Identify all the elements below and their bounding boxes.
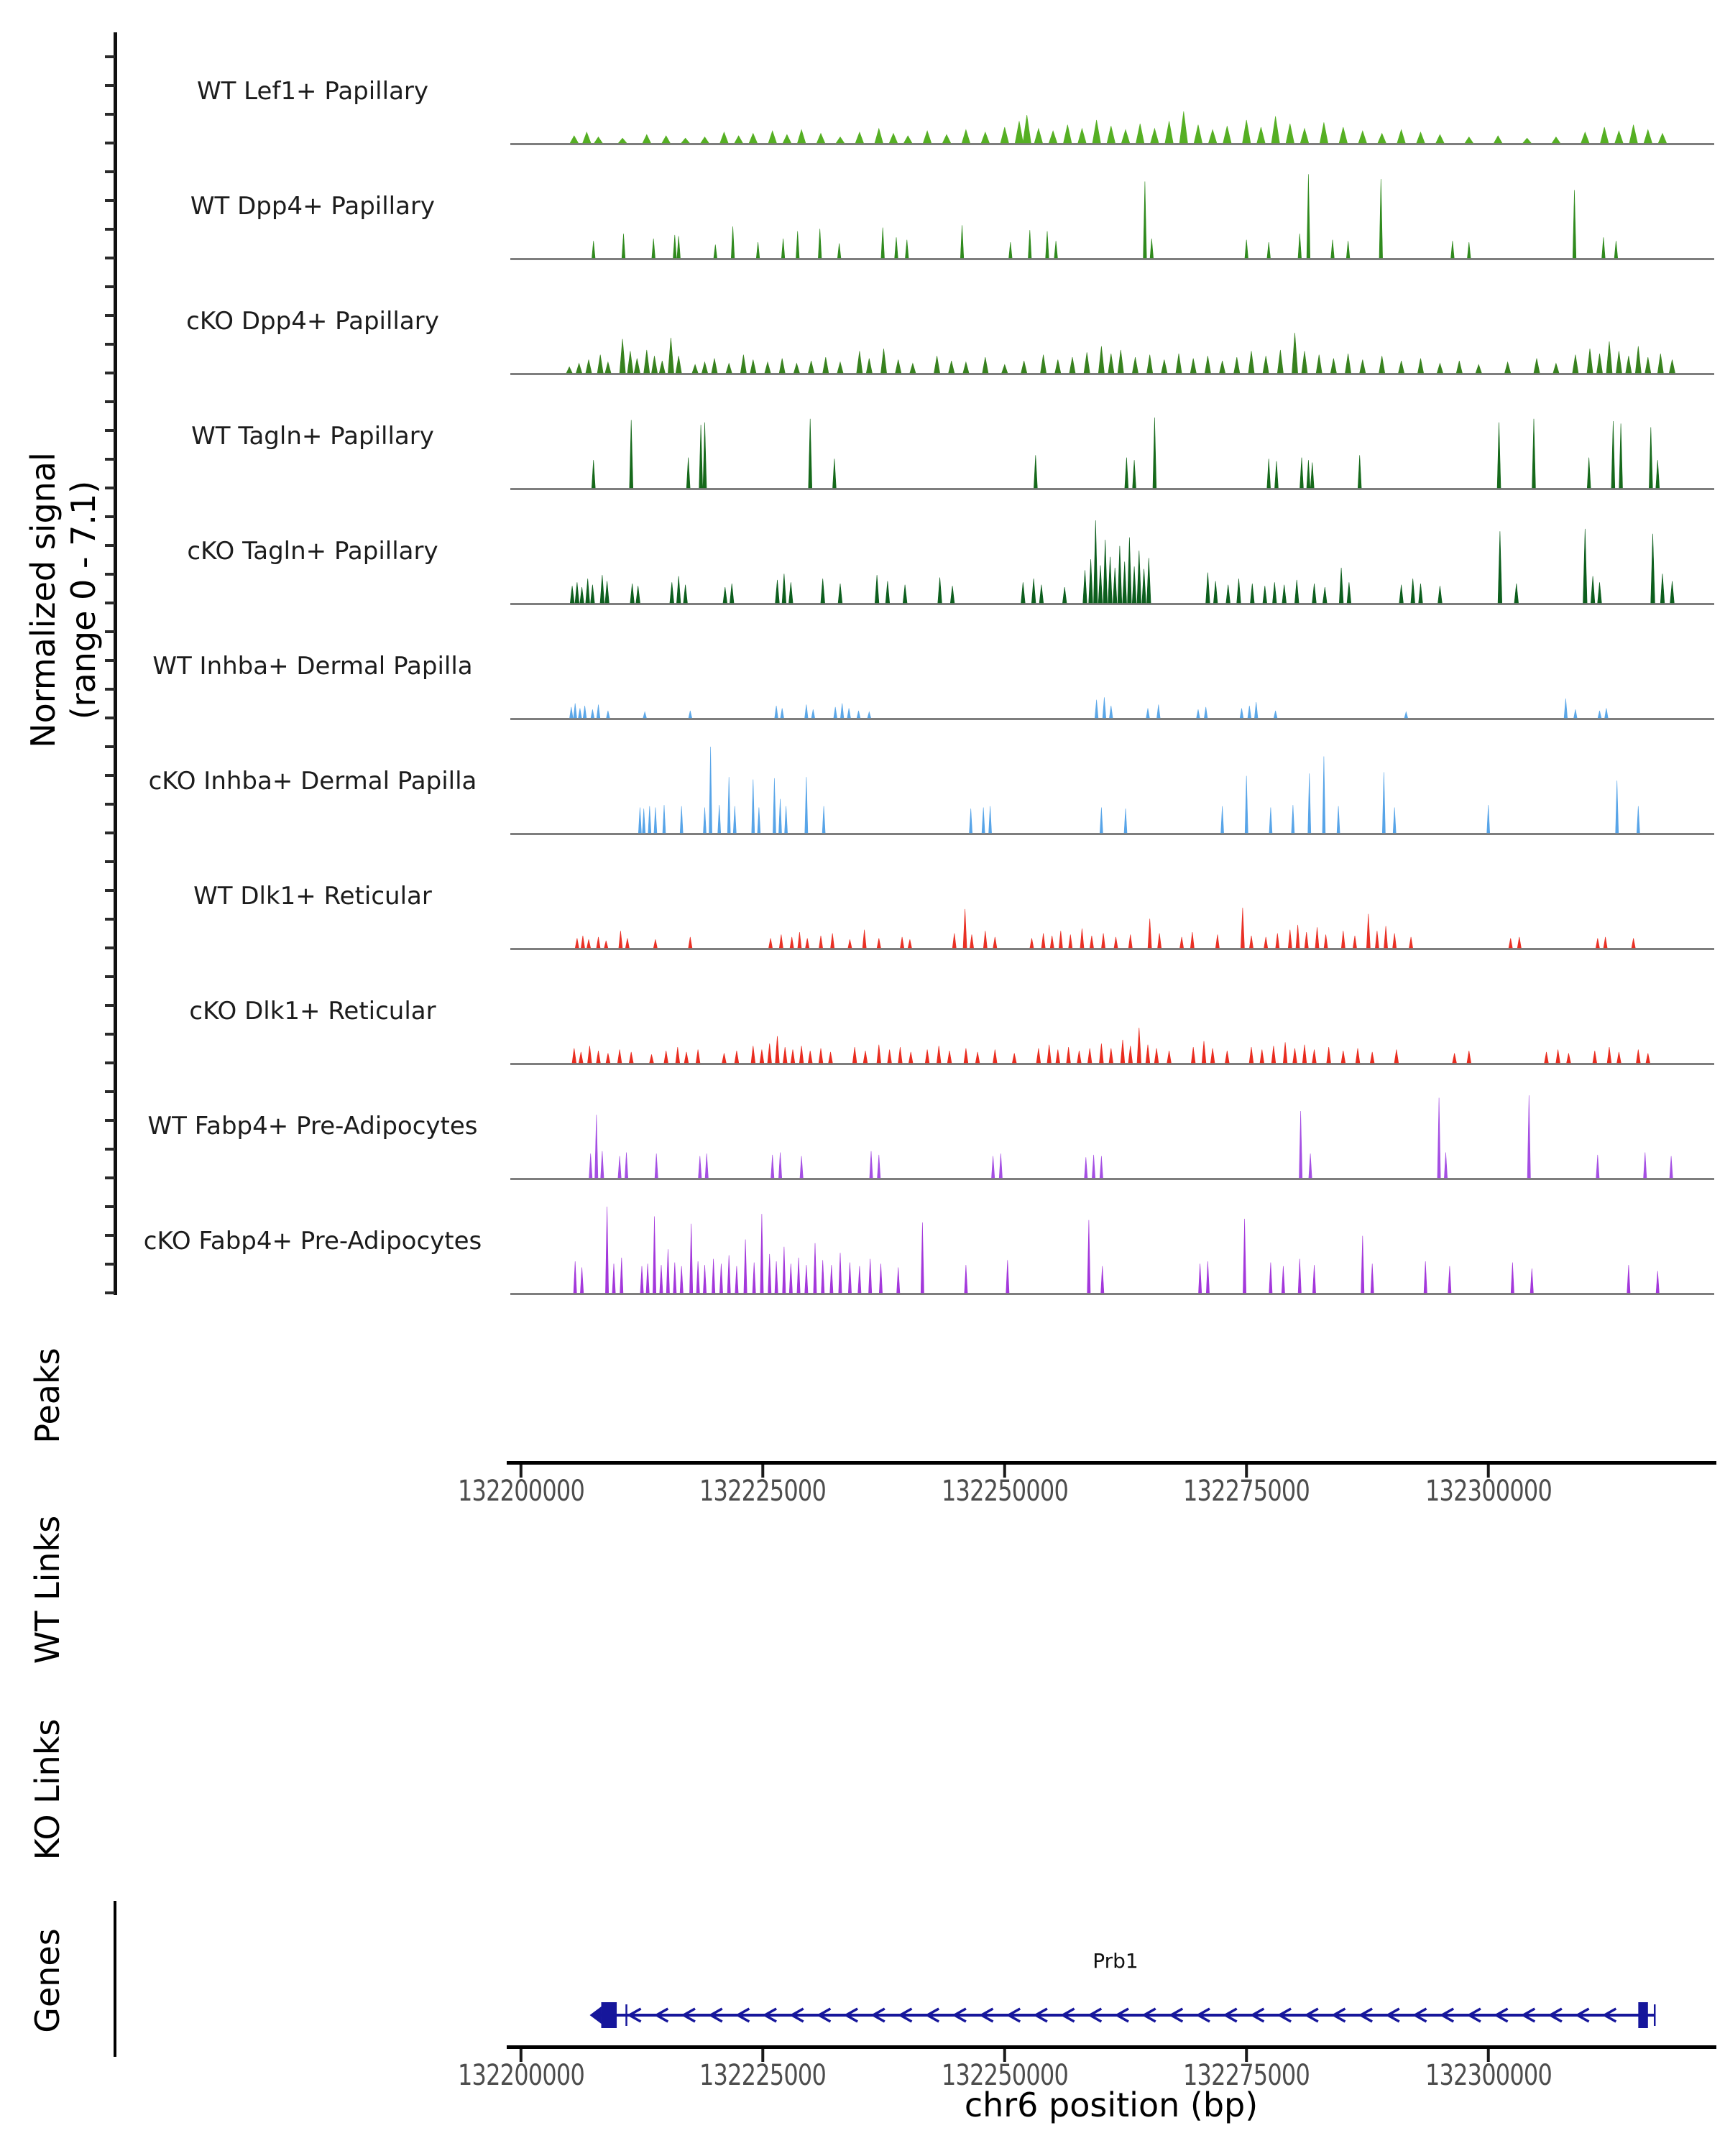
- x-axis-tick-label: 132250000: [941, 2059, 1068, 2092]
- y-axis-label-line1: Normalized signal: [24, 452, 63, 748]
- section-label-genes: Genes: [28, 1928, 67, 2033]
- signal-track-peaks: [638, 747, 1639, 833]
- signal-track-peaks: [572, 1028, 1650, 1063]
- gene-exon-box: [602, 2002, 617, 2028]
- gene-label-prb1: Prb1: [1092, 1949, 1138, 1973]
- signal-track-peaks: [570, 111, 1666, 143]
- x-axis-tick-label: 132275000: [1183, 2059, 1310, 2092]
- signal-track-peaks: [570, 697, 1609, 718]
- track-label: cKO Dpp4+ Papillary: [186, 307, 439, 336]
- track-label: WT Fabp4+ Pre-Adipocytes: [147, 1112, 478, 1141]
- track-label: WT Inhba+ Dermal Papilla: [152, 652, 473, 681]
- signal-track-peaks: [589, 1095, 1673, 1178]
- x-axis-tick-label: 132225000: [699, 2059, 827, 2092]
- x-axis-tick-label: 132200000: [457, 2059, 584, 2092]
- signal-y-axis-ticks: [105, 57, 115, 1293]
- y-axis-label-line2: (range 0 - 7.1): [64, 480, 103, 720]
- signal-track-peaks: [570, 520, 1674, 603]
- track-label: cKO Inhba+ Dermal Papilla: [148, 767, 477, 796]
- track-label: WT Tagln+ Papillary: [191, 422, 434, 451]
- signal-track-peaks: [592, 418, 1659, 488]
- track-label: WT Dlk1+ Reticular: [193, 882, 432, 911]
- x-axis-tick-label: 132275000: [1183, 1475, 1310, 1508]
- section-label-peaks: Peaks: [28, 1348, 67, 1444]
- signal-track-peaks: [566, 333, 1675, 373]
- track-label: cKO Fabp4+ Pre-Adipocytes: [143, 1227, 482, 1256]
- section-label-wt-links: WT Links: [28, 1515, 67, 1664]
- gene-exon-box: [1638, 2002, 1647, 2028]
- gene-strand-arrow-tip: [590, 2007, 602, 2024]
- track-label: cKO Dlk1+ Reticular: [189, 997, 436, 1026]
- track-label: cKO Tagln+ Papillary: [187, 537, 438, 566]
- x-axis-tick-label: 132300000: [1425, 2059, 1552, 2092]
- signal-track-peaks: [575, 908, 1635, 948]
- signal-track-peaks: [592, 174, 1618, 258]
- signal-track-peaks: [574, 1207, 1659, 1293]
- x-axis-tick-label: 132225000: [699, 1475, 827, 1508]
- x-axis-title: chr6 position (bp): [964, 2086, 1259, 2124]
- x-axis-tick-label: 132250000: [941, 1475, 1068, 1508]
- section-label-ko-links: KO Links: [28, 1718, 67, 1861]
- track-label: WT Lef1+ Papillary: [196, 77, 429, 106]
- x-axis-tick-label: 132200000: [457, 1475, 584, 1508]
- x-axis-tick-label: 132300000: [1425, 1475, 1552, 1508]
- track-label: WT Dpp4+ Papillary: [190, 192, 436, 221]
